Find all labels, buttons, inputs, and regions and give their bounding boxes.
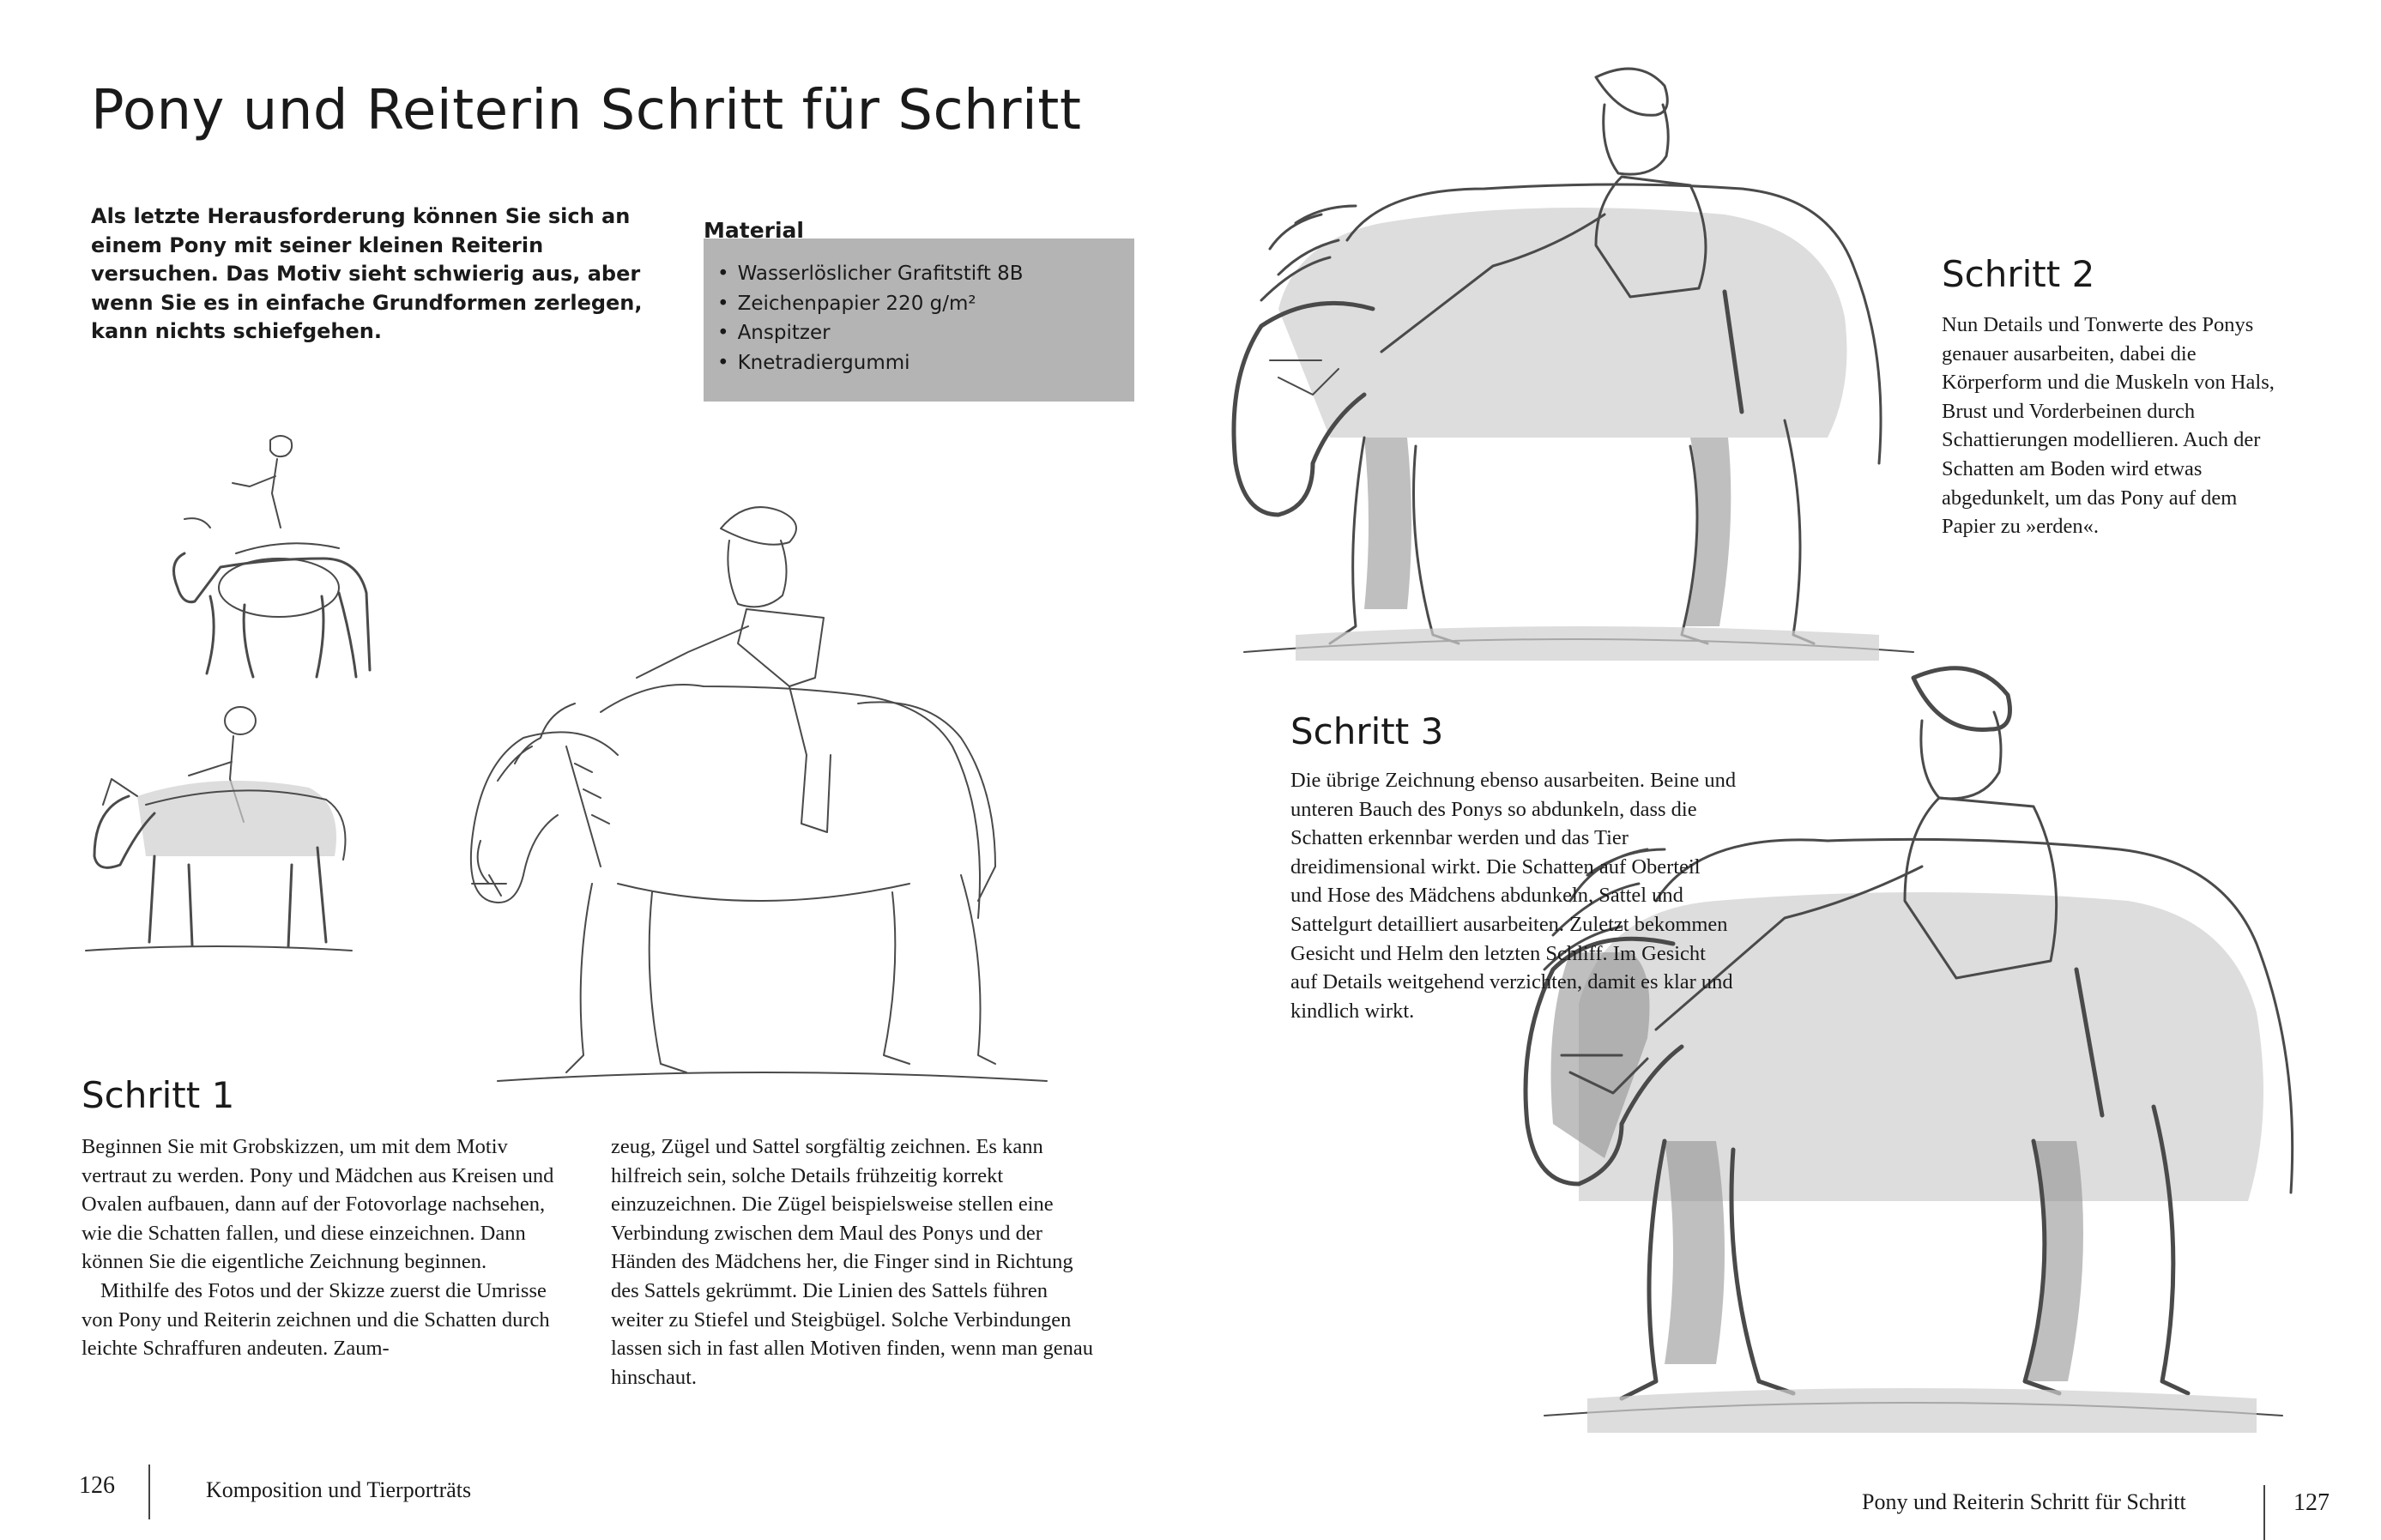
- page-title: Pony und Reiterin Schritt für Schritt: [91, 79, 1082, 142]
- material-heading: Material: [704, 218, 804, 243]
- construction-sketch-illustration: [159, 425, 399, 682]
- step1-text-column: [82, 1132, 562, 1363]
- step1-paragraph: [82, 1277, 562, 1363]
- left-footer-divider: [148, 1465, 150, 1519]
- right-page-number: 127: [2293, 1489, 2330, 1516]
- step1-paragraph: Beginnen Sie mit Grobskizzen, um mit dem Motiv vertraut zu werden. Pony und Mädchen aus Kreisen und Ovalen aufbauen, dann auf der Fotovorlage nachsehen, wie die Schatten fallen, und diese einzeichnen. Dann können Sie die eigentliche Zeichnung beginnen.: [82, 1135, 554, 1274]
- right-footer-divider: [2263, 1485, 2265, 1540]
- step1-paragraph-continued: zeug, Zügel und Sattel sorgfältig zeichnen. Es kann hilfreich sein, solche Details frühzeitig korrekt einzuzeichnen. Die Zügel beispielsweise stellen eine Verbindung zwischen dem Maul des Ponys und der Händen des Mädchens her, die Finger sind in Richtung des Sattels gekrümmt. Die Linien des Sattels führen weiter zu Stiefel und Steigbügel. Solche Verbindungen lassen sich in fast allen Motiven finden, wenn man genau hinschaut.: [611, 1135, 1093, 1389]
- step1-pony-drawing: [446, 480, 1064, 1098]
- material-item: • Wasserlöslicher Grafitstift 8B: [717, 259, 1024, 289]
- step3-text: Die übrige Zeichnung ebenso ausarbeiten. Beine und unteren Bauch des Ponys so abdunkeln, dass die Schatten erkennbar werden und das Tier dreidimensional wirkt. Die Schatten auf Oberteil und Hose des Mädchens abdunkeln, Sattel und Sattelgurt detailliert ausarbeiten. Zuletzt bekommen Gesicht und Helm den letzten Schliff. Im Gesicht auf Details weitgehend verzichten, damit es klar und kindlich wirkt.: [1290, 769, 1737, 1023]
- left-running-head: Komposition und Tierporträts: [206, 1477, 472, 1502]
- step3-heading: Schritt 3: [1290, 710, 1444, 752]
- right-running-head: Pony und Reiterin Schritt für Schritt: [1862, 1489, 2186, 1514]
- material-item: • Anspitzer: [717, 318, 1024, 348]
- step1-paragraph-part: Mithilfe des Fotos und der Skizze zuerst die Umrisse von Pony und Reiterin zeichnen und die Schatten durch leichte Schraffuren andeuten. Zaum-: [82, 1278, 550, 1361]
- shading-sketch-illustration: [86, 702, 360, 959]
- step1-heading: Schritt 1: [82, 1074, 235, 1116]
- step2-pony-drawing: [1244, 60, 1931, 678]
- left-page-number: 126: [79, 1472, 115, 1499]
- step2-heading: Schritt 2: [1942, 253, 2095, 295]
- intro-text: Als letzte Herausforderung können Sie sich an einem Pony mit seiner kleinen Reiterin versuchen. Das Motiv sieht schwierig aus, aber wenn Sie es in einfache Grundformen zerlegen, kann nichts schiefgehen.: [91, 204, 643, 343]
- material-item: • Knetradiergummi: [717, 348, 1024, 378]
- material-list: [717, 259, 1024, 377]
- material-item: • Zeichenpapier 220 g/m²: [717, 289, 1024, 319]
- step1-text-column: [611, 1132, 1100, 1392]
- step2-text: Nun Details und Tonwerte des Ponys genauer ausarbeiten, dabei die Körperform und die Muskeln von Hals, Brust und Vorderbeinen durch Schattierungen modellieren. Auch der Schatten am Boden wird etwas abgedunkelt, um das Pony auf dem Papier zu »erden«.: [1942, 313, 2275, 539]
